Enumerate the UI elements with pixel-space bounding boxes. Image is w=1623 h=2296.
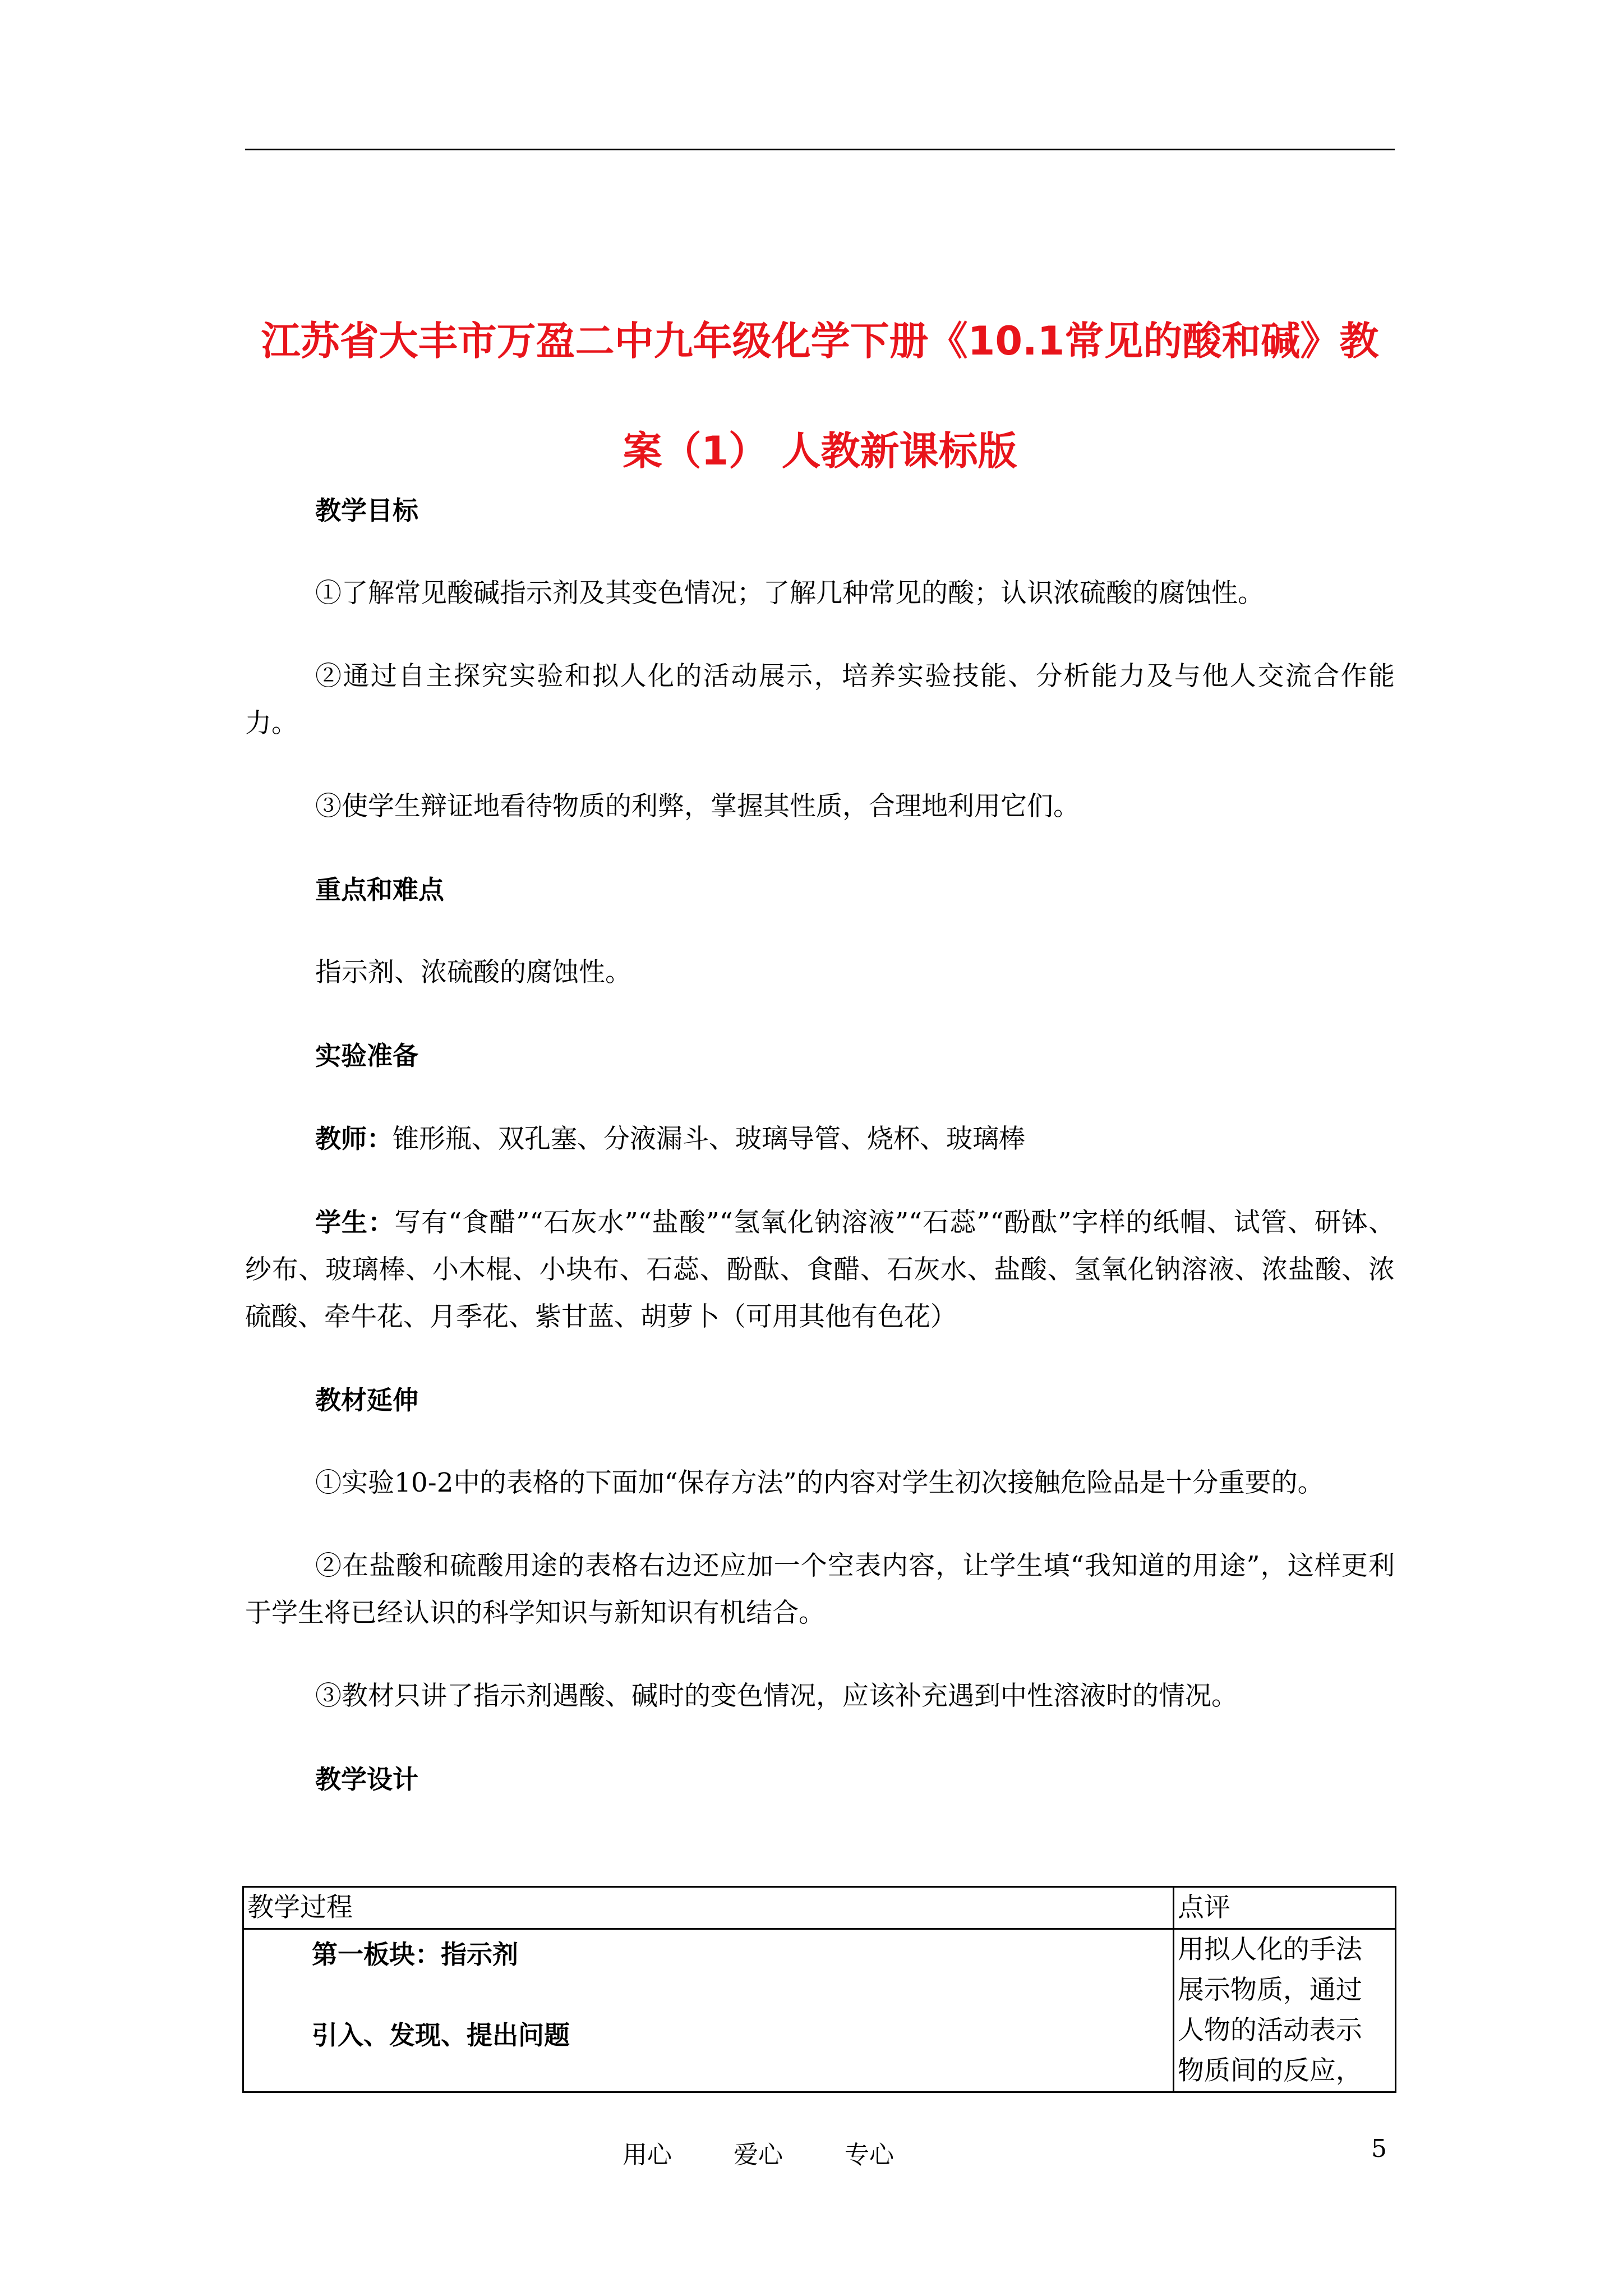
teacher-materials [245, 1115, 1395, 1163]
header-process-cell: 教学过程 [243, 1887, 1174, 1929]
footer-motto: 爱心 [734, 2141, 783, 2169]
comment-line: 人物的活动表示 [1177, 2015, 1362, 2046]
title-line-2: 案（1） 人教新课标版 [623, 428, 1017, 474]
table-row [243, 1929, 1396, 2092]
extension-item-2: ②在盐酸和硫酸用途的表格右边还应加一个空表内容，让学生填“我知道的用途”，这样更利于学生将已经认识的科学知识与新知识有机结合。 [245, 1550, 1395, 1628]
key-points-text: 指示剂、浓硫酸的腐蚀性。 [315, 957, 631, 988]
process-cell [243, 1929, 1174, 2092]
document-body [245, 487, 1395, 1839]
teaching-design-table [242, 1886, 1396, 2093]
comment-line: 用拟人化的手法 [1177, 1934, 1362, 1965]
preparation-heading: 实验准备 [315, 1041, 418, 1071]
objective-item-1: ①了解常见酸碱指示剂及其变色情况；了解几种常见的酸；认识浓硫酸的腐蚀性。 [315, 578, 1264, 609]
step-title: 引入、发现、提出问题 [312, 2020, 570, 2050]
teacher-materials-text: 锥形瓶、双孔塞、分液漏斗、玻璃导管、烧杯、玻璃棒 [393, 1124, 1025, 1154]
footer-mottos [623, 2134, 894, 2170]
header-rule [245, 149, 1395, 150]
page-number: 5 [1371, 2134, 1387, 2163]
extension-item-1: ①实验10-2中的表格的下面加“保存方法”的内容对学生初次接触危险品是十分重要的。 [315, 1467, 1324, 1498]
extension-heading: 教材延伸 [315, 1385, 418, 1415]
footer-motto: 用心 [623, 2141, 672, 2169]
objectives-heading: 教学目标 [315, 495, 418, 526]
key-points-heading: 重点和难点 [315, 875, 444, 905]
student-materials-text: 写有“食醋”“石灰水”“盐酸”“氢氧化钠溶液”“石蕊”“酚酞”字样的纸帽、试管、研钵、纱布、玻璃棒、小木棍、小块布、石蕊、酚酞、食醋、石灰水、盐酸、氢氧化钠溶液、浓盐酸、浓硫酸、牵牛花、月季花、紫甘蓝、胡萝卜（可用其他有色花） [245, 1207, 1395, 1332]
document-title [245, 286, 1395, 506]
student-materials [245, 1199, 1395, 1341]
extension-item-3: ③教材只讲了指示剂遇酸、碱时的变色情况，应该补充遇到中性溶液时的情况。 [315, 1681, 1238, 1711]
teacher-label: 教师： [315, 1124, 393, 1154]
objective-item-3: ③使学生辩证地看待物质的利弊，掌握其性质，合理地利用它们。 [315, 791, 1080, 822]
comment-line: 展示物质，通过 [1177, 1975, 1362, 2005]
objective-item-2: ②通过自主探究实验和拟人化的活动展示，培养实验技能、分析能力及与他人交流合作能力。 [245, 661, 1395, 739]
title-line-1: 江苏省大丰市万盈二中九年级化学下册《10.1常见的酸和碱》教 [261, 318, 1379, 364]
page-footer [0, 2134, 1623, 2168]
table-header-row [243, 1887, 1396, 1929]
student-label: 学生： [315, 1207, 395, 1237]
header-comment-cell: 点评 [1173, 1887, 1395, 1929]
footer-motto: 专心 [845, 2141, 894, 2169]
comment-line: 物质间的反应， [1177, 2055, 1362, 2086]
comment-cell [1173, 1929, 1395, 2092]
block-title: 第一板块：指示剂 [312, 1939, 518, 1970]
design-heading: 教学设计 [315, 1764, 418, 1795]
